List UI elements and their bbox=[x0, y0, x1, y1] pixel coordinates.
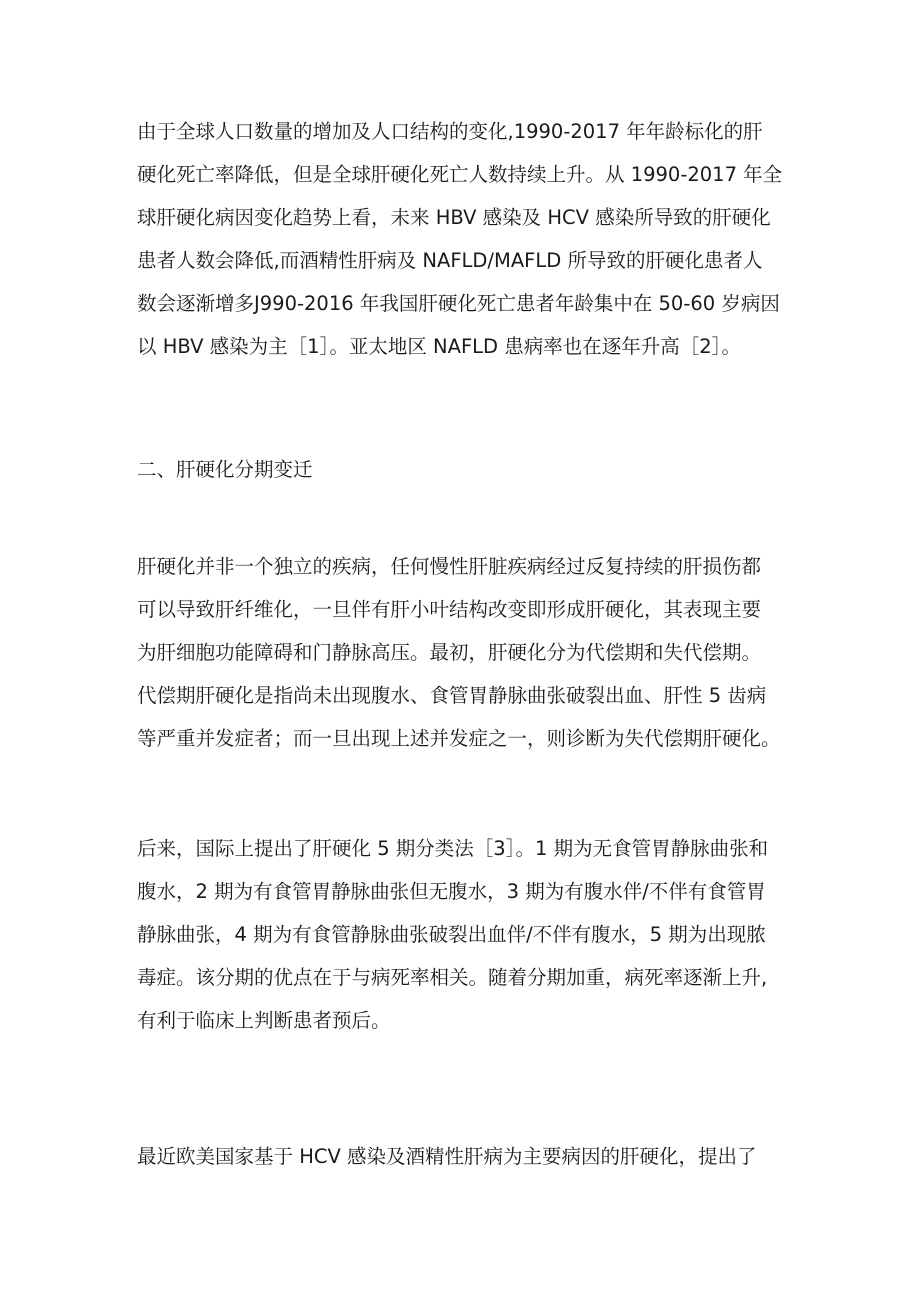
paragraph-staging-intro bbox=[137, 545, 797, 760]
text-line: 腹水，2 期为有食管胃静脉曲张但无腹水，3 期为有腹水伴/不伴有食管胃 bbox=[137, 880, 766, 903]
text-line: 硬化死亡率降低，但是全球肝硬化死亡人数持续上升。从 1990-2017 年全 bbox=[137, 163, 783, 186]
text-line: 静脉曲张，4 期为有食管静脉曲张破裂出血伴/不伴有腹水，5 期为出现脓 bbox=[137, 923, 766, 946]
text-line: 等严重并发症者；而一旦出现上述并发症之一，则诊断为失代偿期肝硬化。 bbox=[137, 727, 781, 750]
text-line: 由于全球人口数量的增加及人口结构的变化,1990-2017 年年龄标化的肝 bbox=[137, 120, 763, 143]
text-line: 最近欧美国家基于 HCV 感染及酒精性肝病为主要病因的肝硬化，提出了 bbox=[137, 1145, 757, 1168]
heading-text: 二、肝硬化分期变迁 bbox=[137, 458, 313, 481]
text-line: 毒症。该分期的优点在于与病死率相关。随着分期加重，病死率逐渐上升, bbox=[137, 966, 768, 989]
text-line: 有利于临床上判断患者预后。 bbox=[137, 1009, 391, 1032]
text-line: 患者人数会降低,而酒精性肝病及 NAFLD/MAFLD 所导致的肝硬化患者人 bbox=[137, 249, 763, 272]
text-line: 以 HBV 感染为主［1］。亚太地区 NAFLD 患病率也在逐年升高［2］。 bbox=[137, 335, 741, 358]
text-line: 可以导致肝纤维化，一旦伴有肝小叶结构改变即形成肝硬化，其表现主要 bbox=[137, 598, 762, 621]
paragraph-epidemiology bbox=[137, 110, 797, 368]
paragraph-recent bbox=[137, 1135, 797, 1178]
text-line: 数会逐渐增多J990-2016 年我国肝硬化死亡患者年龄集中在 50-60 岁病因 bbox=[137, 292, 780, 315]
paragraph-five-stage bbox=[137, 827, 797, 1042]
text-line: 肝硬化并非一个独立的疾病，任何慢性肝脏疾病经过反复持续的肝损伤都 bbox=[137, 555, 762, 578]
text-line: 后来，国际上提出了肝硬化 5 期分类法［3］。1 期为无食管胃静脉曲张和 bbox=[137, 837, 769, 860]
text-line: 代偿期肝硬化是指尚未出现腹水、食管胃静脉曲张破裂出血、肝性 5 齿病 bbox=[137, 684, 767, 707]
text-line: 球肝硬化病因变化趋势上看，未来 HBV 感染及 HCV 感染所导致的肝硬化 bbox=[137, 206, 771, 229]
text-line: 为肝细胞功能障碍和门静脉高压。最初，肝硬化分为代偿期和失代偿期。 bbox=[137, 641, 762, 664]
section-heading bbox=[137, 448, 797, 491]
